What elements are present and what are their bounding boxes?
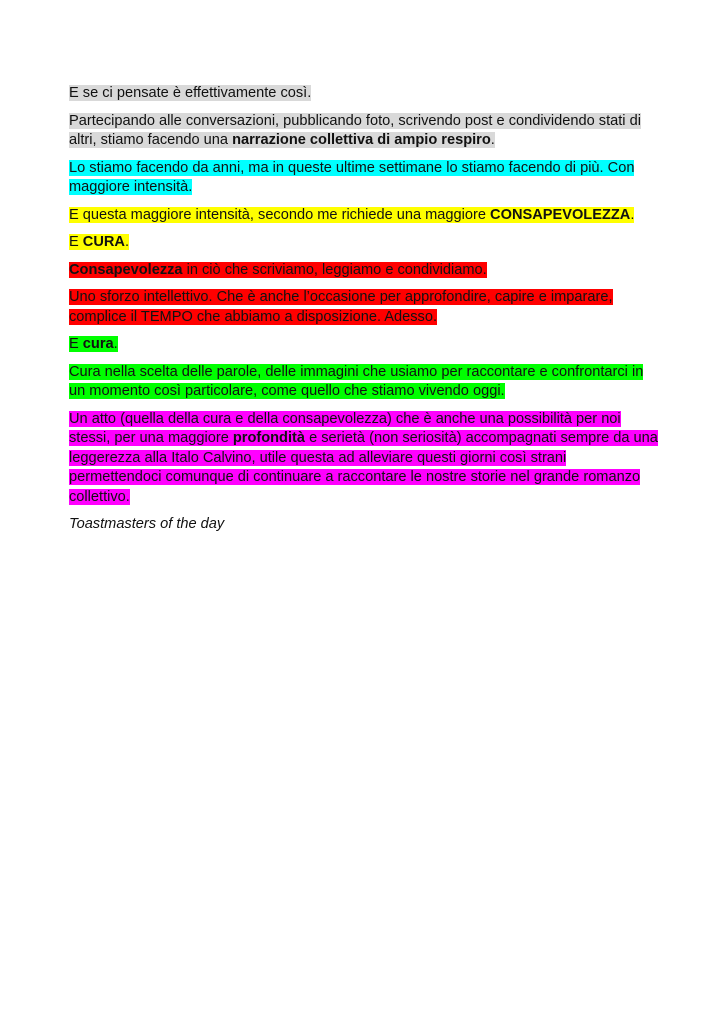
- paragraph-8: [69, 335, 659, 355]
- highlighted-text: [69, 113, 641, 149]
- paragraph-text: Uno sforzo intellettivo. Che è anche l’occasione per approfondire, capire e imparare, complice il TEMPO che abbiamo a disposizione. Adesso.: [69, 289, 613, 325]
- document-page: [69, 84, 659, 543]
- paragraph-text-end: .: [113, 336, 118, 352]
- paragraph-text: E: [69, 234, 83, 250]
- paragraph-text: E: [69, 336, 83, 352]
- bold-phrase: CURA: [82, 234, 125, 250]
- bold-phrase: CONSAPEVOLEZZA: [490, 206, 631, 223]
- paragraph-1: [69, 84, 659, 104]
- paragraph-7: [69, 288, 659, 327]
- paragraph-2: [69, 112, 659, 151]
- paragraph-6: [69, 261, 659, 281]
- paragraph-text-end: .: [630, 206, 635, 223]
- highlighted-text: [69, 336, 118, 352]
- signature: Toastmasters of the day: [69, 516, 225, 532]
- paragraph-text: Un atto (quella della cura e della consapevolezza) che è anche una possibilità per noi stessi, per una maggiore: [69, 410, 621, 446]
- paragraph-text: E questa maggiore intensità, secondo me richiede una maggiore: [69, 206, 491, 223]
- bold-phrase: cura: [82, 336, 114, 352]
- paragraph-text: Lo stiamo facendo da anni, ma in queste ultime settimane lo stiamo facendo di più. Con maggiore intensità.: [69, 159, 635, 195]
- paragraph-9: [69, 363, 659, 402]
- paragraph-3: [69, 159, 659, 198]
- paragraph-text: Partecipando alle conversazioni, pubblicando foto, scrivendo post e condividendo stati di altri, stiamo facendo una: [69, 112, 641, 148]
- paragraph-4: [69, 206, 659, 226]
- paragraph-text-end: .: [124, 234, 130, 250]
- paragraph-text-end: in ciò che scriviamo, leggiamo e condividiamo.: [182, 261, 487, 278]
- paragraph-10: [69, 410, 659, 508]
- paragraph-text: E se ci pensate è effettivamente così.: [69, 85, 312, 101]
- paragraph-text-end: .: [490, 132, 495, 148]
- paragraph-text-end: e serietà (non seriosità) accompagnati sempre da una leggerezza alla Italo Calvino, utile questa ad alleviare questi giorni così strani permettendoci comunque di continuare a raccontare le nostre storie nel grande romanzo collettivo.: [69, 430, 658, 505]
- highlighted-text: [69, 207, 634, 223]
- bold-phrase: profondità: [232, 430, 306, 446]
- paragraph-5: [69, 233, 659, 253]
- highlighted-text: [69, 234, 129, 250]
- highlighted-text: [69, 262, 487, 278]
- paragraph-text: Cura nella scelta delle parole, delle immagini che usiamo per raccontare e confrontarci in un momento così particolare, come quello che stiamo vivendo oggi.: [69, 363, 644, 399]
- bold-phrase: narrazione collettiva di ampio respiro: [232, 132, 491, 148]
- highlighted-text: [69, 411, 658, 505]
- bold-phrase: Consapevolezza: [69, 261, 183, 278]
